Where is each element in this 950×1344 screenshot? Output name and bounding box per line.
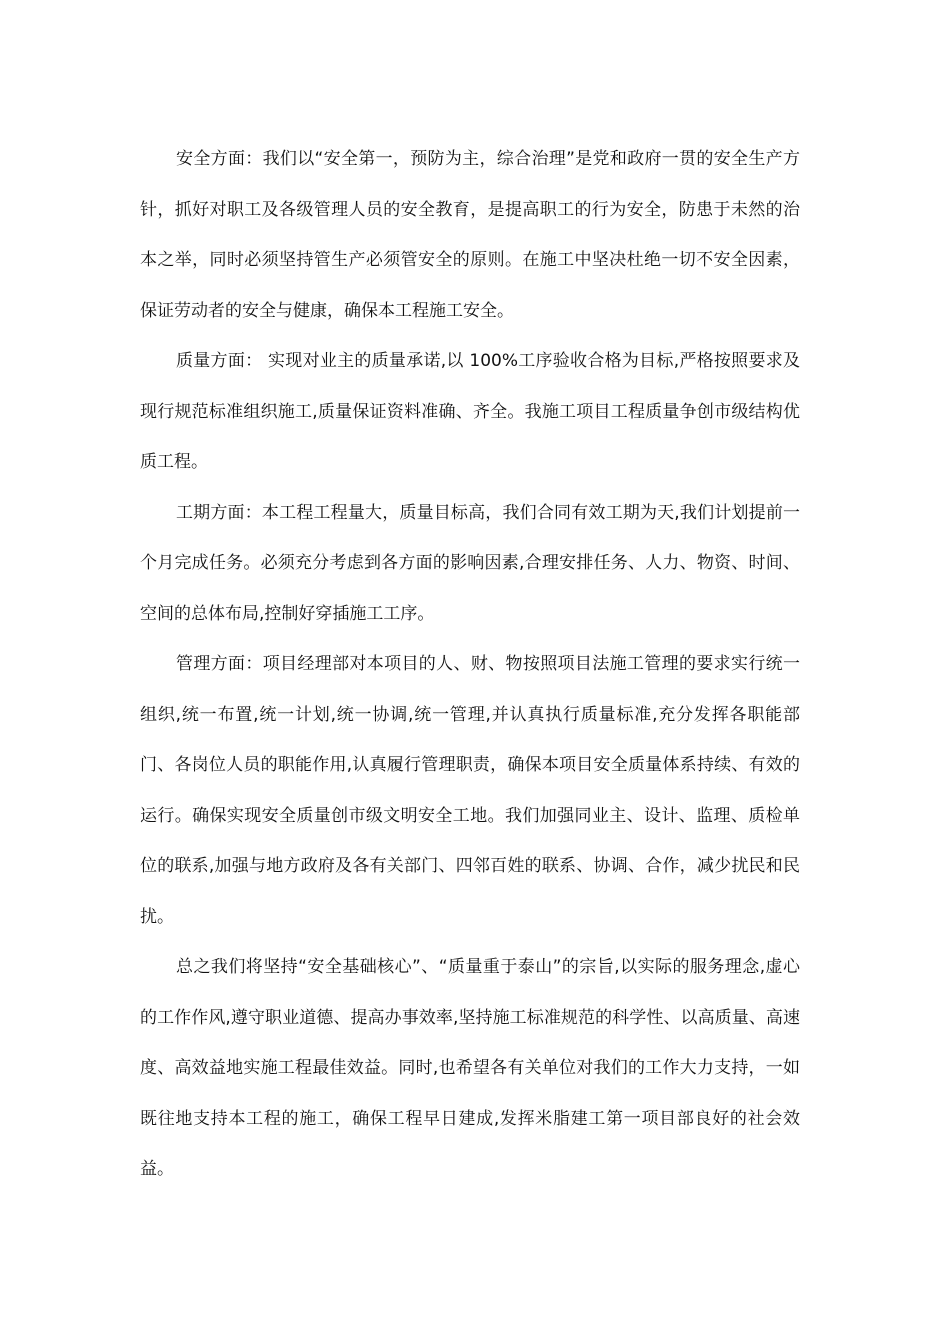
document-body (140, 134, 800, 1195)
paragraph-summary: 总之我们将坚持“安全基础核心”、“质量重于泰山”的宗旨,以实际的服务理念,虚心的工作作风,遵守职业道德、提高办事效率,坚持施工标准规范的科学性、以高质量、高速度、高效益地实施工程最佳效益。同时,也希望各有关单位对我们的工作大力支持，一如既往地支持本工程的施工，确保工程早日建成,发挥米脂建工第一项目部良好的社会效益。 (140, 957, 800, 1179)
paragraph-management: 管理方面：项目经理部对本项目的人、财、物按照项目法施工管理的要求实行统一组织,统一布置,统一计划,统一协调,统一管理,并认真执行质量标准,充分发挥各职能部门、各岗位人员的职能作用,认真履行管理职责，确保本项目安全质量体系持续、有效的运行。确保实现安全质量创市级文明安全工地。我们加强同业主、设计、监理、质检单位的联系,加强与地方政府及各有关部门、四邻百姓的联系、协调、合作，减少扰民和民扰。 (140, 654, 800, 927)
paragraph-schedule: 工期方面：本工程工程量大，质量目标高，我们合同有效工期为天,我们计划提前一个月完成任务。必须充分考虑到各方面的影响因素,合理安排任务、人力、物资、时间、空间的总体布局,控制好穿插施工工序。 (140, 502, 800, 624)
paragraph-quality: 质量方面： 实现对业主的质量承诺,以 100%工序验收合格为目标,严格按照要求及现行规范标准组织施工,质量保证资料准确、齐全。我施工项目工程质量争创市级结构优质工程。 (140, 351, 800, 472)
paragraph-safety: 安全方面：我们以“安全第一，预防为主，综合治理”是党和政府一贯的安全生产方针，抓好对职工及各级管理人员的安全教育，是提高职工的行为安全，防患于未然的治本之举，同时必须坚持管生产必须管安全的原则。在施工中坚决杜绝一切不安全因素，保证劳动者的安全与健康，确保本工程施工安全。 (140, 149, 800, 321)
